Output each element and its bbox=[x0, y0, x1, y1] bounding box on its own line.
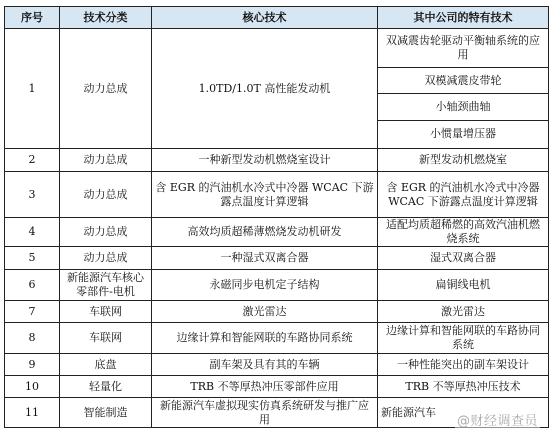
header-core: 核心技术 bbox=[152, 7, 378, 29]
row-no: 4 bbox=[5, 218, 60, 247]
row-special: 激光雷达 bbox=[378, 301, 549, 323]
header-special: 其中公司的特有技术 bbox=[378, 7, 549, 29]
table-row bbox=[5, 218, 549, 247]
row-category: 动力总成 bbox=[60, 149, 152, 172]
row-special: 湿式双离合器 bbox=[378, 247, 549, 270]
row-category: 动力总成 bbox=[60, 247, 152, 270]
row-category: 智能制造 bbox=[60, 398, 152, 428]
row-no: 2 bbox=[5, 149, 60, 172]
table-row bbox=[5, 354, 549, 376]
row-core: 高效均质超稀薄燃烧发动机研发 bbox=[152, 218, 378, 247]
row-core: 激光雷达 bbox=[152, 301, 378, 323]
row-no: 7 bbox=[5, 301, 60, 323]
table-row bbox=[5, 376, 549, 398]
row-category: 新能源汽车核心零部件-电机 bbox=[60, 270, 152, 301]
header-row bbox=[5, 7, 549, 29]
row-no: 5 bbox=[5, 247, 60, 270]
row-special: 小轴颈曲轴 bbox=[378, 94, 549, 120]
row-special: 双模减震皮带轮 bbox=[378, 68, 549, 94]
row-special: 边缘计算和智能网联的车路协同系统 bbox=[378, 323, 549, 354]
row-category: 车联网 bbox=[60, 301, 152, 323]
row-no: 11 bbox=[5, 398, 60, 428]
table-row bbox=[5, 149, 549, 172]
row-core: 1.0TD/1.0T 高性能发动机 bbox=[152, 29, 378, 149]
table-row bbox=[5, 270, 549, 301]
row-no: 1 bbox=[5, 29, 60, 149]
table-row bbox=[5, 29, 549, 68]
row-no: 9 bbox=[5, 354, 60, 376]
row-no: 8 bbox=[5, 323, 60, 354]
row-core: TRB 不等厚热冲压零部件应用 bbox=[152, 376, 378, 398]
row-special: 双减震齿轮驱动平衡轴系统的应用 bbox=[378, 29, 549, 68]
row-category: 动力总成 bbox=[60, 172, 152, 218]
table-row bbox=[5, 172, 549, 218]
row-category: 底盘 bbox=[60, 354, 152, 376]
row-special: 适配均质超稀燃的高效汽油机燃烧系统 bbox=[378, 218, 549, 247]
row-core: 新能源汽车虚拟现实仿真系统研发与推广应用 bbox=[152, 398, 378, 428]
row-special: 一种性能突出的副车架设计 bbox=[378, 354, 549, 376]
row-core: 一种新型发动机燃烧室设计 bbox=[152, 149, 378, 172]
tech-table bbox=[4, 6, 549, 428]
row-special: 扁铜线电机 bbox=[378, 270, 549, 301]
table-row bbox=[5, 323, 549, 354]
row-core: 永磁同步电机定子结构 bbox=[152, 270, 378, 301]
header-category: 技术分类 bbox=[60, 7, 152, 29]
row-no: 6 bbox=[5, 270, 60, 301]
row-core: 含 EGR 的汽油机水冷式中冷器 WCAC 下游露点温度计算逻辑 bbox=[152, 172, 378, 218]
row-special: 新型发动机燃烧室 bbox=[378, 149, 549, 172]
watermark: @财经调查员 bbox=[455, 410, 540, 429]
header-no: 序号 bbox=[5, 7, 60, 29]
row-no: 3 bbox=[5, 172, 60, 218]
row-category: 动力总成 bbox=[60, 218, 152, 247]
row-special: 含 EGR 的汽油机水冷式中冷器 WCAC 下游露点温度计算逻辑 bbox=[378, 172, 549, 218]
row-category: 轻量化 bbox=[60, 376, 152, 398]
row-core: 一种湿式双离合器 bbox=[152, 247, 378, 270]
row-category: 动力总成 bbox=[60, 29, 152, 149]
row-special: TRB 不等厚热冲压技术 bbox=[378, 376, 549, 398]
row-core: 副车架及具有其的车辆 bbox=[152, 354, 378, 376]
row-special: 新能源汽车 bbox=[378, 398, 549, 428]
table-row bbox=[5, 247, 549, 270]
row-no: 10 bbox=[5, 376, 60, 398]
row-core: 边缘计算和智能网联的车路协同系统 bbox=[152, 323, 378, 354]
row-special: 小惯量增压器 bbox=[378, 120, 549, 148]
table-row bbox=[5, 301, 549, 323]
row-category: 车联网 bbox=[60, 323, 152, 354]
